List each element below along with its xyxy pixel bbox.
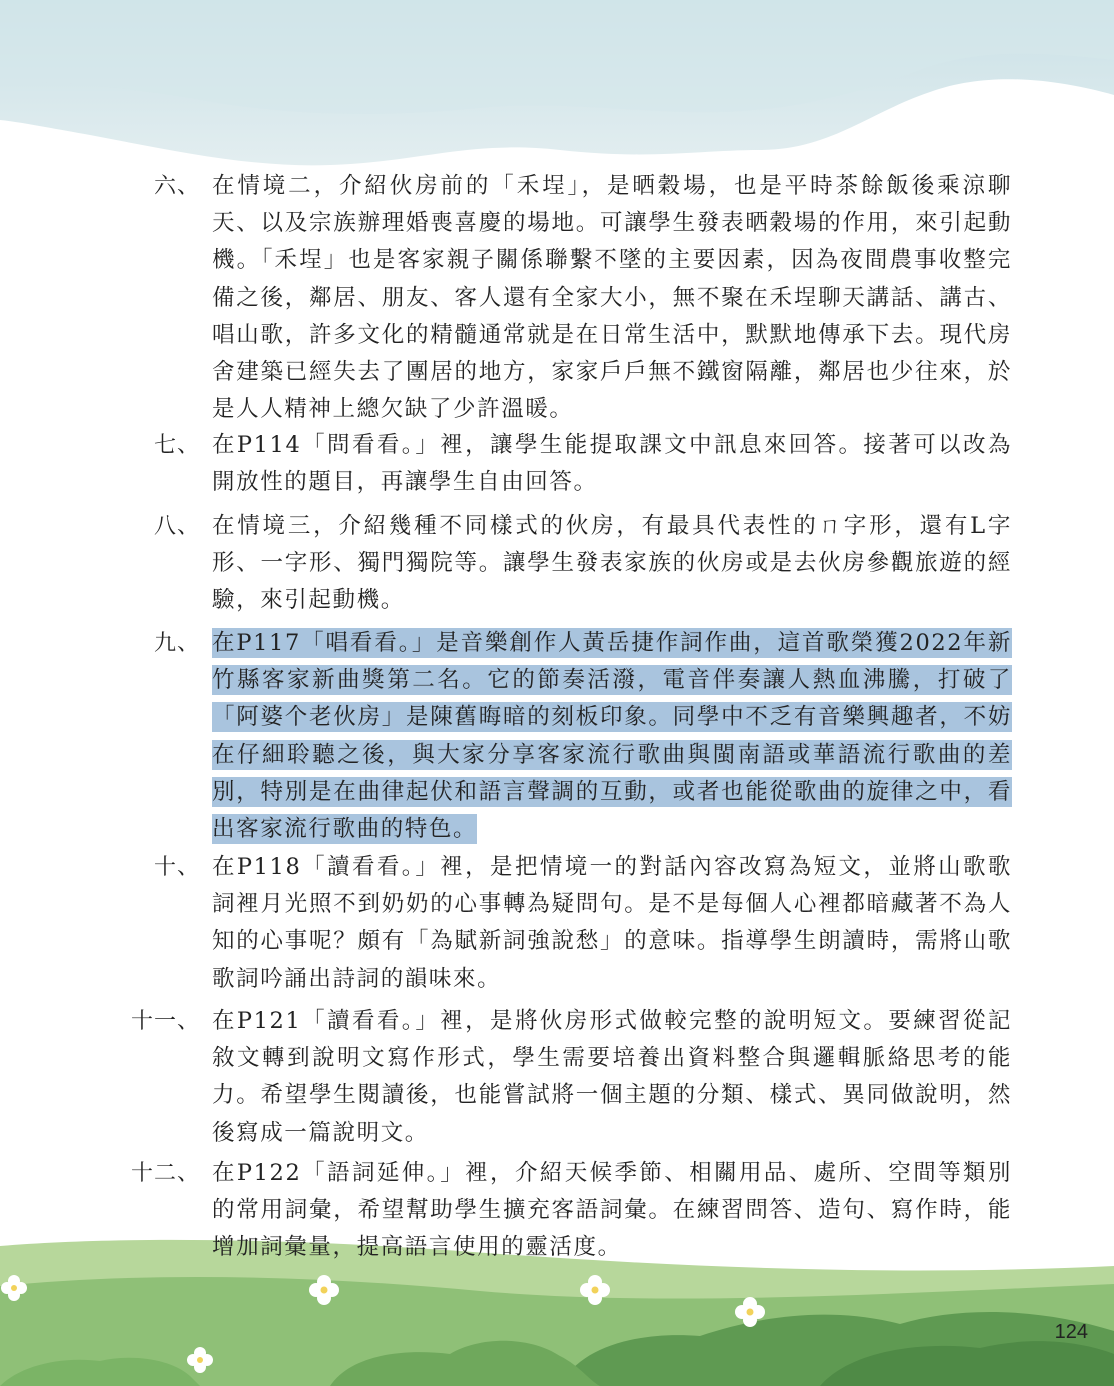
item-text: 在P114「問看看。」裡，讓學生能提取課文中訊息來回答。接著可以改為開放性的題目，再讓學生自由回答。 (212, 432, 1012, 496)
item-number: 六、 (153, 174, 200, 199)
flower-icon (580, 1275, 610, 1305)
page-number: 124 (1054, 1321, 1088, 1343)
flower-icon (309, 1275, 339, 1305)
item-text: 在P122「語詞延伸。」裡，介紹天候季節、相關用品、處所、空間等類別的常用詞彙，希望幫助學生擴充客語詞彙。在練習問答、造句、寫作時，能增加詞彙量，提高語言使用的靈活度。 (212, 1160, 1012, 1261)
item-number: 十一、 (130, 1009, 200, 1034)
item-text: 在情境二，介紹伙房前的「禾埕」，是晒穀場，也是平時茶餘飯後乘涼聊天、以及宗族辦理婚喪喜慶的場地。可讓學生發表晒穀場的作用，來引起動機。「禾埕」也是客家親子關係聯繫不墜的主要因素，因為夜間農事收整完備之後，鄰居、朋友、客人還有全家大小，無不聚在禾埕聊天講話、講古、唱山歌，許多文化的精髓通常就是在日常生活中，默默地傳承下去。現代房舍建築已經失去了團居的地方，家家戶戶無不鐵窗隔離，鄰居也少往來，於是人人精神上總欠缺了少許溫暖。 (212, 173, 1012, 423)
item-text-highlighted (212, 625, 1012, 848)
item-number: 十、 (153, 855, 200, 880)
item-text: 在P121「讀看看。」裡，是將伙房形式做較完整的說明短文。要練習從記敘文轉到說明文寫作形式，學生需要培養出資料整合與邏輯脈絡思考的能力。希望學生閱讀後，也能嘗試將一個主題的分類、樣式、異同做說明，然後寫成一篇說明文。 (212, 1008, 1012, 1146)
item-number: 十二、 (130, 1161, 200, 1186)
flower-icon (1, 1275, 27, 1301)
item-number: 八、 (153, 514, 200, 539)
sky-decoration (0, 0, 1114, 175)
item-text: 在P118「讀看看。」裡，是把情境一的對話內容改寫為短文，並將山歌歌詞裡月光照不到奶奶的心事轉為疑問句。是不是每個人心裡都暗藏著不為人知的心事呢？頗有「為賦新詞強說愁」的意味。指導學生朗讀時，需將山歌歌詞吟誦出詩詞的韻味來。 (212, 854, 1012, 992)
flower-icon (187, 1347, 213, 1373)
item-number: 七、 (153, 433, 200, 458)
flower-icon (735, 1297, 765, 1327)
highlighted-text: 在P117「唱看看。」是音樂創作人黃岳捷作詞作曲，這首歌榮獲2022年新竹縣客家新曲獎第二名。它的節奏活潑，電音伴奏讓人熱血沸騰，打破了「阿婆个老伙房」是陳舊晦暗的刻板印象。同學中不乏有音樂興趣者，不妨在仔細聆聽之後，與大家分享客家流行歌曲與閩南語或華語流行歌曲的差別，特別是在曲律起伏和語言聲調的互動，或者也能從歌曲的旋律之中，看出客家流行歌曲的特色。 (212, 630, 1012, 843)
item-number: 九、 (153, 631, 200, 656)
item-text: 在情境三，介紹幾種不同樣式的伙房，有最具代表性的ㄇ字形，還有L字形、一字形、獨門獨院等。讓學生發表家族的伙房或是去伙房參觀旅遊的經驗，來引起動機。 (212, 513, 1012, 614)
